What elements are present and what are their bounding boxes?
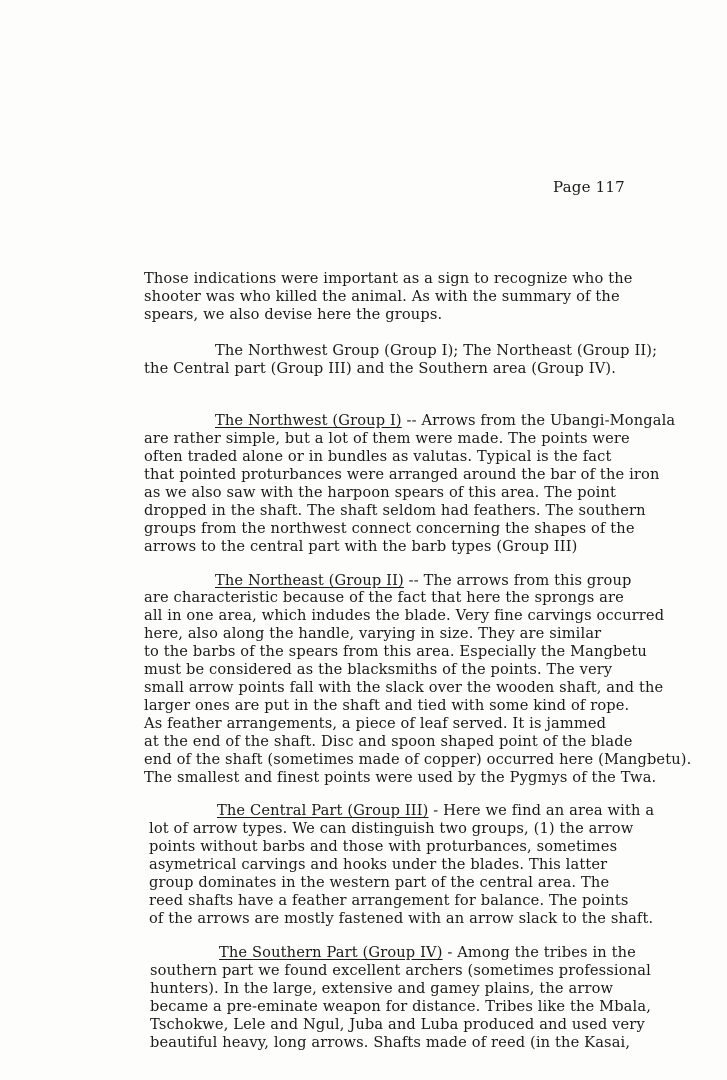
text-line: group dominates in the western part of the central area. The: [149, 874, 610, 891]
text-line: southern part we found excellent archers (sometimes professional: [150, 962, 651, 979]
text-line: [217, 802, 654, 820]
text-line: groups from the northwest connect concerning the shapes of the: [144, 520, 635, 537]
central-heading: The Central Part (Group III): [217, 802, 429, 819]
text-line: became a pre-eminate weapon for distance. Tribes like the Mbala,: [150, 998, 651, 1015]
text-line: Those indications were important as a sign to recognize who the: [144, 270, 633, 287]
text-line: [215, 412, 675, 430]
text-line: shooter was who killed the animal. As with the summary of the: [144, 288, 620, 305]
text-line: small arrow points fall with the slack over the wooden shaft, and the: [144, 679, 664, 696]
text-line: As feather arrangements, a piece of leaf served. It is jammed: [144, 715, 607, 732]
text-line: of the arrows are mostly fastened with an arrow slack to the shaft.: [149, 910, 654, 927]
text-line: spears, we also devise here the groups.: [144, 306, 443, 323]
text-line: [215, 572, 632, 590]
text-line: [219, 944, 636, 962]
text-line: must be considered as the blacksmiths of the points. The very: [144, 661, 613, 678]
text-line: asymetrical carvings and hooks under the blades. This latter: [149, 856, 608, 873]
text-line: all in one area, which indudes the blade. Very fine carvings occurred: [144, 607, 665, 624]
text-line: larger ones are put in the shaft and tied with some kind of rope.: [144, 697, 630, 714]
page-number: Page 117: [553, 178, 625, 196]
southern-first-line: - Among the tribes in the: [442, 944, 636, 961]
text-line: end of the shaft (sometimes made of copper) occurred here (Mangbetu).: [144, 751, 692, 768]
text-line: as we also saw with the harpoon spears of this area. The point: [144, 484, 617, 501]
text-line: are rather simple, but a lot of them were made. The points were: [144, 430, 630, 447]
text-line: beautiful heavy, long arrows. Shafts made of reed (in the Kasai,: [150, 1034, 631, 1051]
text-line: lot of arrow types. We can distinguish two groups, (1) the arrow: [149, 820, 634, 837]
text-line: the Central part (Group III) and the Southern area (Group IV).: [144, 360, 617, 377]
text-line: that pointed proturbances were arranged around the bar of the iron: [144, 466, 660, 483]
text-line: are characteristic because of the fact that here the sprongs are: [144, 589, 624, 606]
northeast-first-line: -- The arrows from this group: [403, 572, 632, 589]
text-line: Tschokwe, Lele and Ngul, Juba and Luba produced and used very: [150, 1016, 645, 1033]
northwest-heading: The Northwest (Group I): [215, 412, 402, 429]
text-line: The smallest and finest points were used by the Pygmys of the Twa.: [144, 769, 657, 786]
text-line: reed shafts have a feather arrangement for balance. The points: [149, 892, 629, 909]
text-line: arrows to the central part with the barb types (Group III): [144, 538, 578, 555]
text-line: often traded alone or in bundles as valutas. Typical is the fact: [144, 448, 612, 465]
text-line: here, also along the handle, varying in size. They are similar: [144, 625, 602, 642]
northeast-heading: The Northeast (Group II): [215, 572, 404, 589]
text-line: points without barbs and those with proturbances, sometimes: [149, 838, 618, 855]
text-line: The Northwest Group (Group I); The Northeast (Group II);: [215, 342, 658, 359]
northwest-first-line: -- Arrows from the Ubangi-Mongala: [401, 412, 676, 429]
central-first-line: - Here we find an area with a: [428, 802, 655, 819]
text-line: hunters). In the large, extensive and gamey plains, the arrow: [150, 980, 614, 997]
text-line: to the barbs of the spears from this area. Especially the Mangbetu: [144, 643, 647, 660]
text-line: at the end of the shaft. Disc and spoon shaped point of the blade: [144, 733, 633, 750]
southern-heading: The Southern Part (Group IV): [219, 944, 443, 961]
text-line: dropped in the shaft. The shaft seldom had feathers. The southern: [144, 502, 646, 519]
